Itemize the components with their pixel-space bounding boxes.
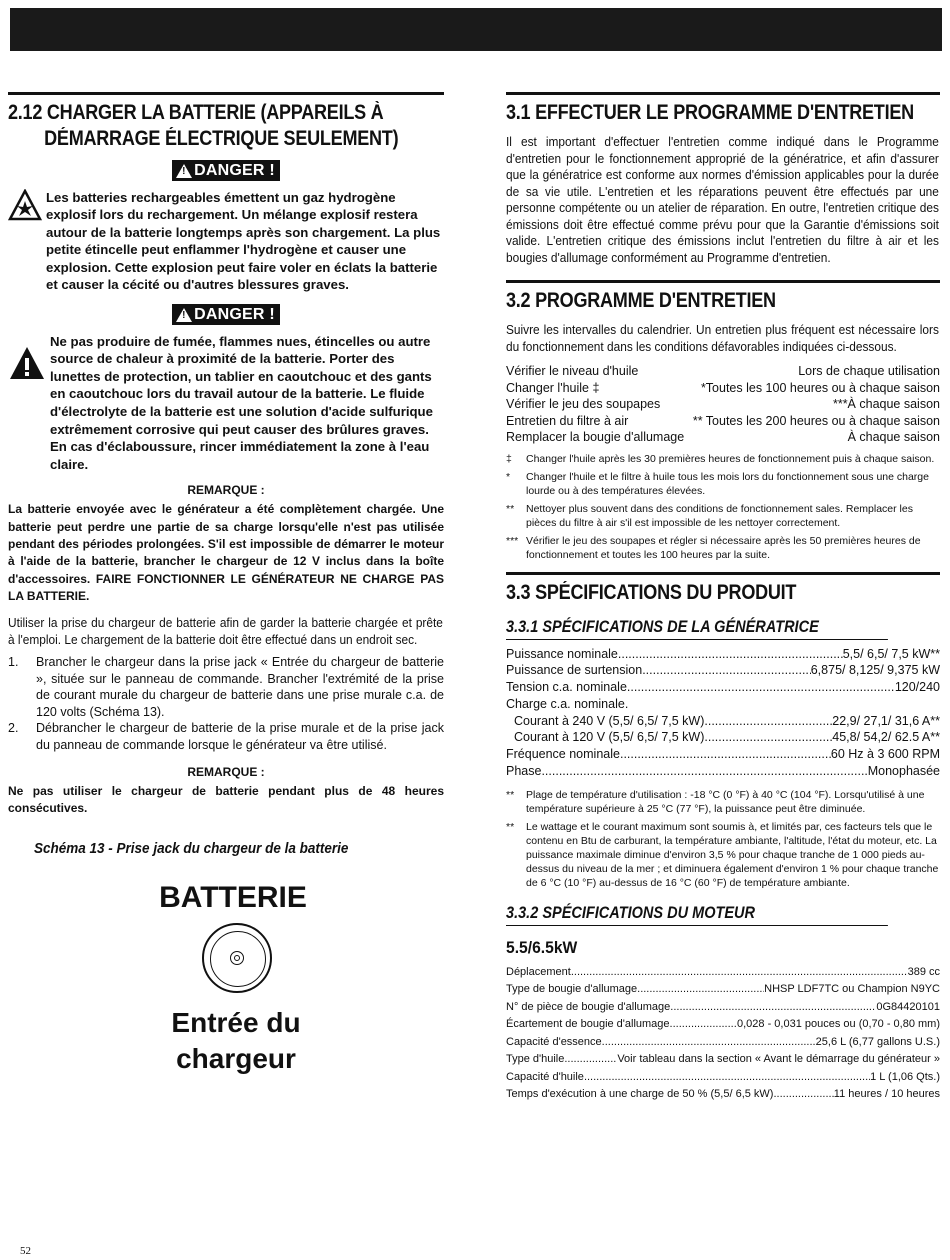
figure-title: BATTERIE <box>159 880 307 914</box>
section-heading-3-2: 3.2 PROGRAMME D'ENTRETIEN <box>506 289 776 312</box>
list-item: ** Nettoyer plus souvent dans des conditions de fonctionnement sales. Remplacer les pièces du filtre à air s'il est impossible de les nettoyer correctement. <box>506 502 913 529</box>
table-row: Entretien du filtre à air ** Toutes les 200 heures ou à chaque saison <box>506 413 940 428</box>
danger-block-explosion <box>8 189 444 295</box>
explosion-hazard-icon <box>8 189 42 221</box>
battery-charger-jack-figure <box>8 881 444 1081</box>
warning-triangle-icon <box>176 308 192 322</box>
warning-exclamation-icon <box>8 345 46 381</box>
table-row: Déplacement ..... 389 cc <box>506 964 940 982</box>
note-label: REMARQUE : <box>187 483 265 498</box>
table-row: Type d'huile ..... Voir tableau dans la section « Avant le démarrage du générateur » <box>506 1051 940 1069</box>
table-row: Capacité d'huile ..... 1 L (1,06 Qts.) <box>506 1069 940 1087</box>
table-row: Charge c.a. nominale. <box>506 696 629 711</box>
charger-jack-icon <box>202 923 272 993</box>
table-row: Temps d'exécution à une charge de 50 % (5,5/ 6,5 kW) ..... 11 heures / 10 heures <box>506 1086 940 1104</box>
section-3-3 <box>506 572 940 1104</box>
table-row: Écartement de bougie d'allumage ..... 0,028 - 0,031 pouces ou (0,70 - 0,80 mm) <box>506 1016 940 1034</box>
section-3-1 <box>506 92 940 266</box>
list-item: 2. Débrancher le chargeur de batterie de la prise murale et de la prise jack du panneau de commande lorsque le générateur va être utilisé. <box>8 721 444 752</box>
table-row: Capacité d'essence ..... 25,6 L (6,77 gallons U.S.) <box>506 1034 940 1052</box>
danger-block-acid <box>8 333 444 474</box>
table-row: Fréquence nominale ..... 60 Hz à 3 600 RPM <box>506 746 940 763</box>
section-heading-3-1: 3.1 EFFECTUER LE PROGRAMME D'ENTRETIEN <box>506 101 914 124</box>
schedule-notes <box>506 452 940 562</box>
table-row: Vérifier le niveau d'huile Lors de chaque utilisation <box>506 364 940 378</box>
warning-triangle-icon <box>176 164 192 178</box>
maintenance-schedule <box>506 363 940 446</box>
danger-text-explosion: Les batteries rechargeables émettent un gaz hydrogène explosif lors du rechargement. Un mélange explosif restera autour de la batterie longtemps après son chargement. La plus petite étincelle peut enflammer l'hydrogène et causer une explosion. Cette explosion peut faire voler en éclats la batterie et causer la cécité ou d'autres blessures graves. <box>46 189 441 293</box>
list-item: ‡ Changer l'huile après les 30 premières heures de fonctionnement puis à chaque saison. <box>506 452 935 465</box>
note-text-48-hours: Ne pas utiliser le chargeur de batterie pendant plus de 48 heures consécutives. <box>8 784 444 816</box>
figure-label: Entrée du chargeur <box>171 1006 301 1074</box>
table-row: Vérifier le jeu des soupapes ***À chaque saison <box>506 397 940 411</box>
section-heading-2-12-line2: DÉMARRAGE ÉLECTRIQUE SEULEMENT) <box>44 127 399 150</box>
danger-text-acid: Ne pas produire de fumée, flammes nues, étincelles ou autre source de chaleur à proximité de la batterie. Porter des lunettes de protection, un tablier en caoutchouc et des gants en caoutchouc lors du travail autour de la batterie. Le fluide d'électrolyte de la batterie est une solution d'acide sulfurique extrêmement corrosive qui peut causer des brûlures graves. En cas d'éclaboussure, rincer immédiatement la zone à l'eau claire. <box>50 333 433 472</box>
table-row: Type de bougie d'allumage ..... NHSP LDF7TC ou Champion N9YC <box>506 981 940 999</box>
section-3-2 <box>506 280 940 562</box>
table-row: Tension c.a. nominale ..... 120/240 <box>506 679 940 696</box>
danger-badge: ! DANGER ! <box>172 304 280 325</box>
page-number: 52 <box>20 1245 31 1257</box>
generator-notes <box>506 788 940 890</box>
figure-caption: Schéma 13 - Prise jack du chargeur de la batterie <box>34 839 349 857</box>
list-item: 1. Brancher le chargeur dans la prise jack « Entrée du chargeur de batterie », située sur le panneau de commande. Brancher l'extrémité de la prise de courant murale du chargeur de batterie dans une prise murale c.a. de 120 volts (Schéma 13). <box>8 655 444 719</box>
list-item: ** Le wattage et le courant maximum sont soumis à, et limités par, ces facteurs tels que le contenu en Btu de carburant, la température ambiante, l'altitude, l'état du moteur, etc. La puissance maximale diminue d'environ 3,5 % pour chaque tranche de 1 000 pieds au-dessus du niveau de la mer ; et diminuera également d'environ 1 % pour chaque tranche de 6 °C (10 °F) au-dessus de 16 °C (60 °F) de température ambiante. <box>506 820 939 889</box>
right-column <box>506 92 940 1104</box>
section-heading-3-3: 3.3 SPÉCIFICATIONS DU PRODUIT <box>506 580 797 604</box>
engine-model-heading: 5.5/6.5kW <box>506 937 578 957</box>
note-text-battery-charged: La batterie envoyée avec le générateur a été complètement chargée. Une batterie peut perdre une partie de sa charge lorsqu'elle n'est pas utilisée pendant des périodes prolongées. S'il est impossible de démarrer le moteur à l'aide de la batterie, brancher le chargeur de 12 V inclus dans la boîte d'accessoires. FAIRE FONCTIONNER LE GÉNÉRATEUR NE CHARGE PAS LA BATTERIE. <box>8 502 444 603</box>
intro-paragraph: Utiliser la prise du chargeur de batterie afin de garder la batterie chargée et prête à l'emploi. Le chargement de la batterie doit être effectué dans un endroit sec. <box>8 616 443 647</box>
subsection-heading-3-3-1: 3.3.1 SPÉCIFICATIONS DE LA GÉNÉRATRICE <box>506 618 888 640</box>
table-row: Phase ..... Monophasée <box>506 763 940 780</box>
section-3-2-text: Suivre les intervalles du calendrier. Un entretien plus fréquent est nécessaire lors du fonctionnement dans les conditions défavorables indiquées ci-dessous. <box>506 323 939 354</box>
subsection-heading-3-3-2: 3.3.2 SPÉCIFICATIONS DU MOTEUR <box>506 904 888 926</box>
table-row: Remplacer la bougie d'allumage À chaque saison <box>506 430 940 444</box>
table-row: N° de pièce de bougie d'allumage ..... 0G84420101 <box>506 999 940 1017</box>
list-item: ** Plage de température d'utilisation : -18 °C (0 °F) à 40 °C (104 °F). Lorsqu'utilisé à une température supérieure à 25 °C (77 °F), la puissance peut être diminuée. <box>506 788 925 815</box>
note-label: REMARQUE : <box>187 765 265 780</box>
list-item: * Changer l'huile et le filtre à huile tous les mois lors du fonctionnement sous une charge lourde ou à des températures élevées. <box>506 470 929 497</box>
table-row: Courant à 120 V (5,5/ 6,5/ 7,5 kW) ..... 45,8/ 54,2/ 62.5 A** <box>506 729 940 746</box>
header-bar <box>10 8 942 51</box>
section-heading-2-12: 2.12 CHARGER LA BATTERIE (APPAREILS À <box>8 101 384 124</box>
table-row: Puissance nominale ..... 5,5/ 6,5/ 7,5 kW** <box>506 646 940 663</box>
steps-list <box>8 654 444 753</box>
list-item: *** Vérifier le jeu des soupapes et régler si nécessaire après les 50 premières heures de fonctionnement et toutes les 100 heures par la suite. <box>506 534 921 561</box>
table-row: Puissance de surtension ..... 6,875/ 8,125/ 9,375 kW <box>506 662 940 679</box>
danger-badge: ! DANGER ! <box>172 160 280 181</box>
left-column <box>8 92 444 1081</box>
generator-specs <box>506 646 940 780</box>
engine-specs <box>506 964 940 1104</box>
table-row: Changer l'huile ‡ *Toutes les 100 heures ou à chaque saison <box>506 380 940 395</box>
table-row: Courant à 240 V (5,5/ 6,5/ 7,5 kW) ..... 22,9/ 27,1/ 31,6 A** <box>506 713 940 730</box>
section-3-1-text: Il est important d'effectuer l'entretien comme indiqué dans le Programme d'entretien pour le fonctionnement approprié de la génératrice, et afin d'assurer que la génératrice est conforme aux normes d'émission applicables pour la durée de sa vie utile. L'entretien et les réparations peuvent être effectués par une personne compétente ou un atelier de réparation. En outre, l'entretien critique des émissions doit être effectué comme prévu pour que la Garantie d'émissions soit valide. L'entretien critique des émissions inclut l'entretien du filtre à air et les bougies d'allumage conformément au Programme d'entretien. <box>506 135 939 265</box>
